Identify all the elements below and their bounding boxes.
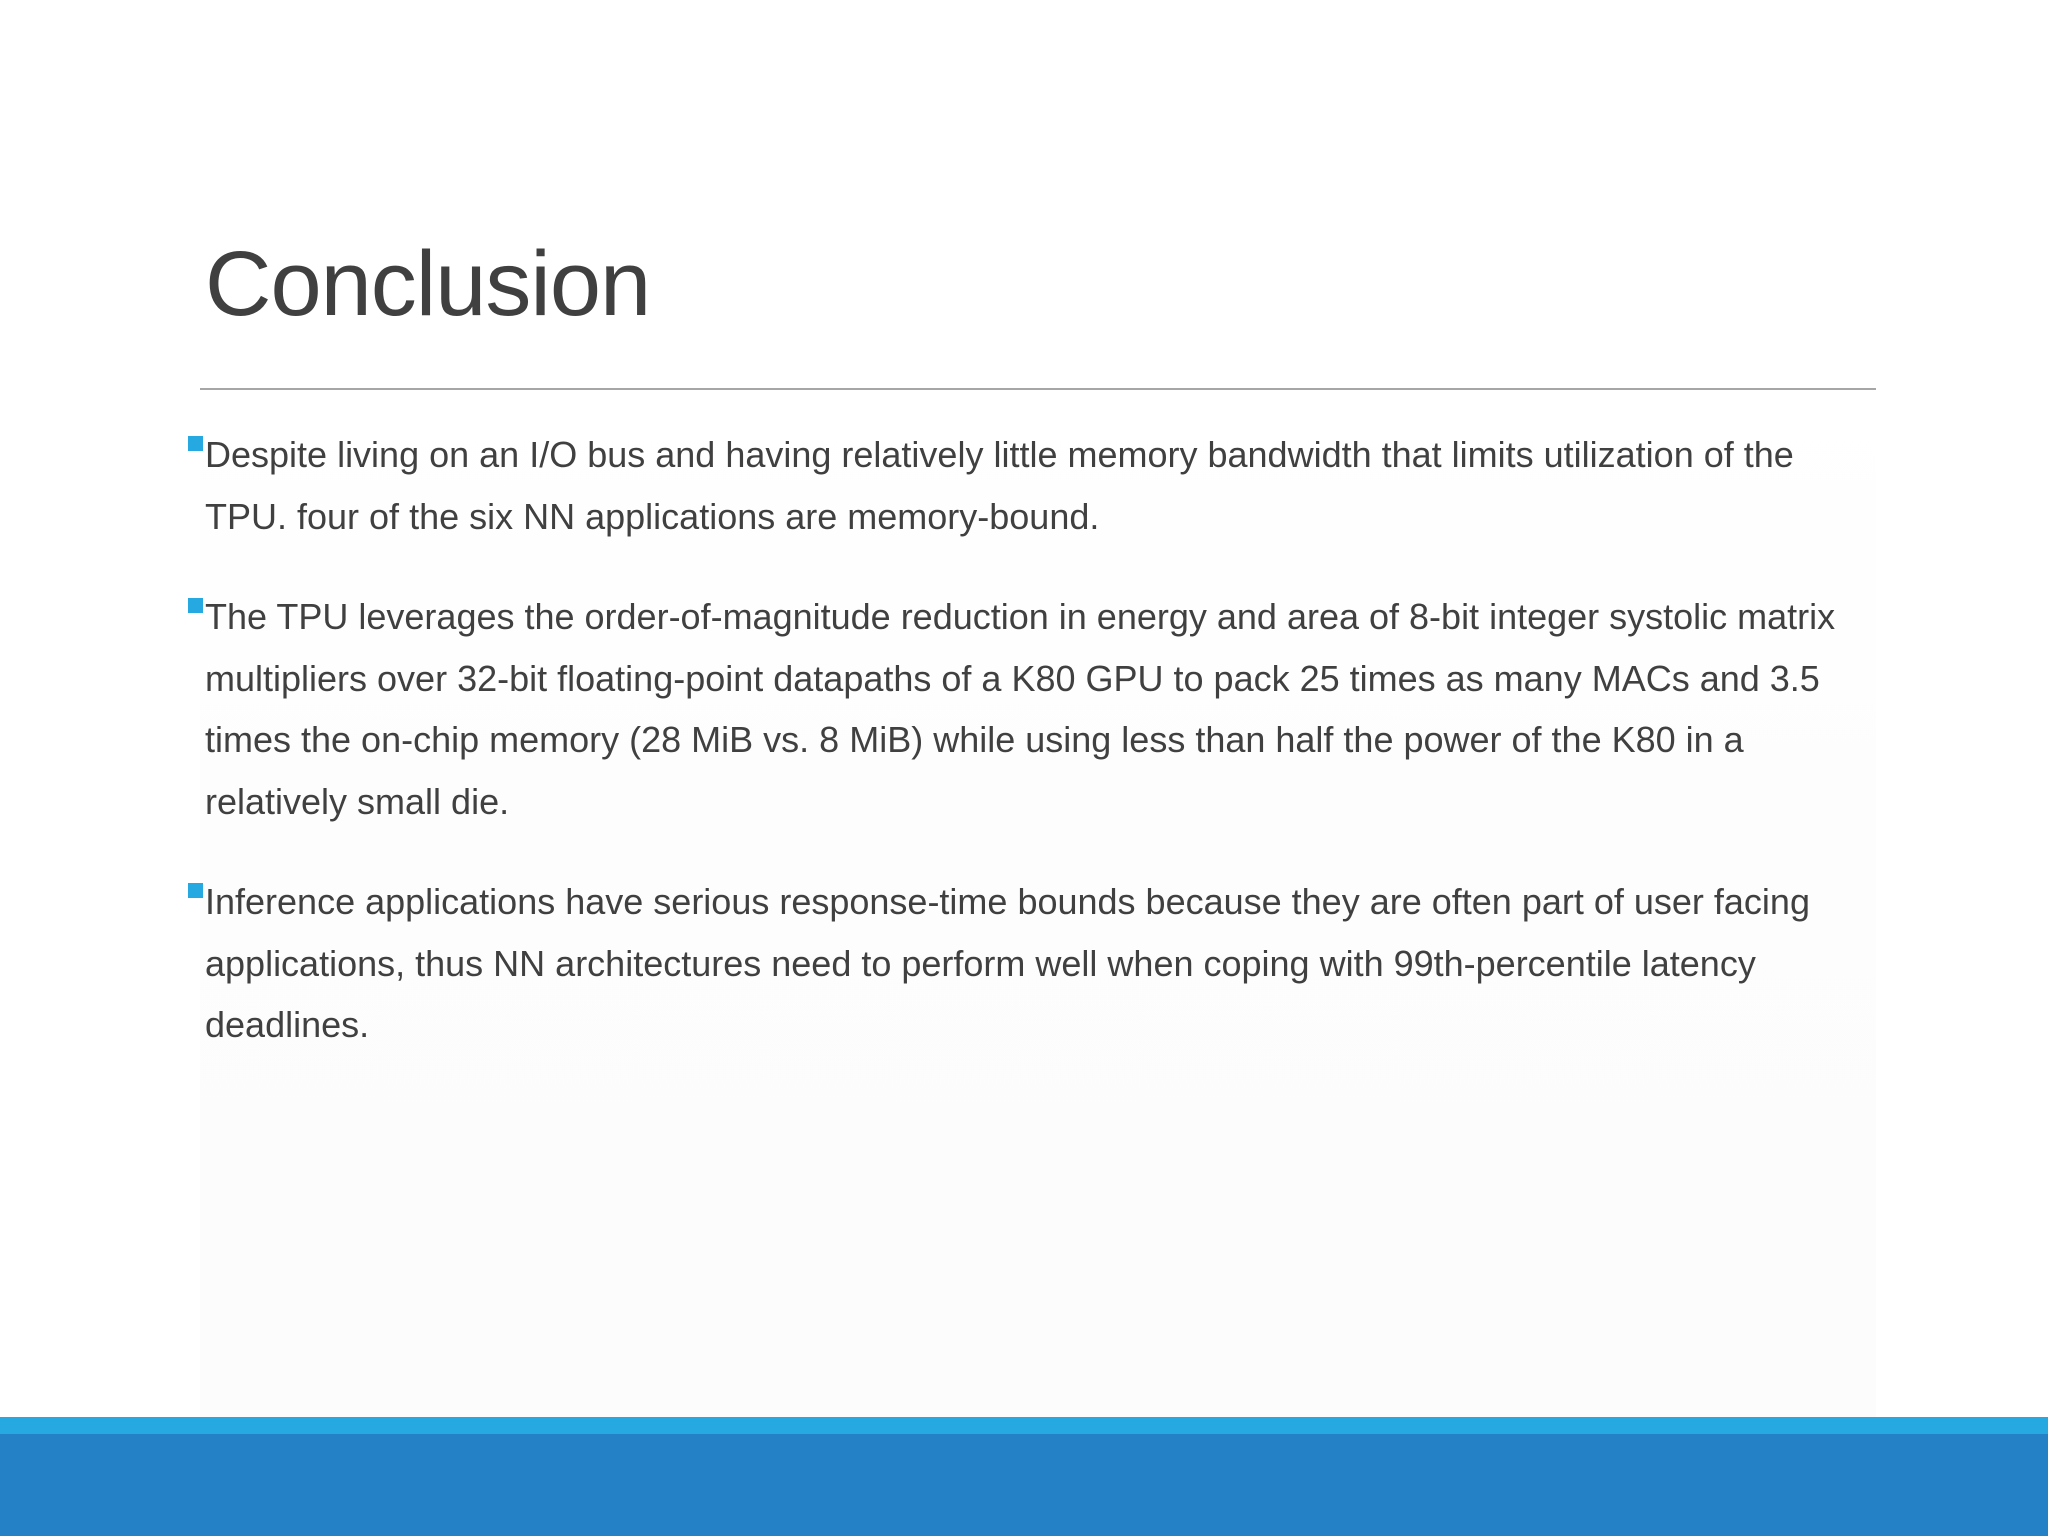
bullet-text: Despite living on an I/O bus and having relatively little memory bandwidth that limits utilization of the TPU. four of the six NN applications are memory-bound. [205, 434, 1794, 537]
bullet-item [186, 424, 1876, 547]
slide-title: Conclusion [205, 233, 651, 335]
bullet-item [186, 586, 1876, 832]
footer-band [0, 1434, 2048, 1536]
square-bullet-icon [188, 883, 203, 898]
square-bullet-icon [188, 436, 203, 451]
bullet-item [186, 871, 1876, 1056]
bullet-text: Inference applications have serious response-time bounds because they are often part of user facing applications, thus NN architectures need to perform well when coping with 99th-percentile latency deadlines. [205, 881, 1810, 1045]
bullet-text: The TPU leverages the order-of-magnitude reduction in energy and area of 8-bit integer systolic matrix multipliers over 32-bit floating-point datapaths of a K80 GPU to pack 25 times as many MACs and 3.5 times the on-chip memory (28 MiB vs. 8 MiB) while using less than half the power of the K80 in a relatively small die. [205, 596, 1836, 822]
bullet-list [186, 424, 1876, 1095]
title-divider [200, 388, 1876, 390]
square-bullet-icon [188, 598, 203, 613]
footer-accent-stripe [0, 1417, 2048, 1434]
